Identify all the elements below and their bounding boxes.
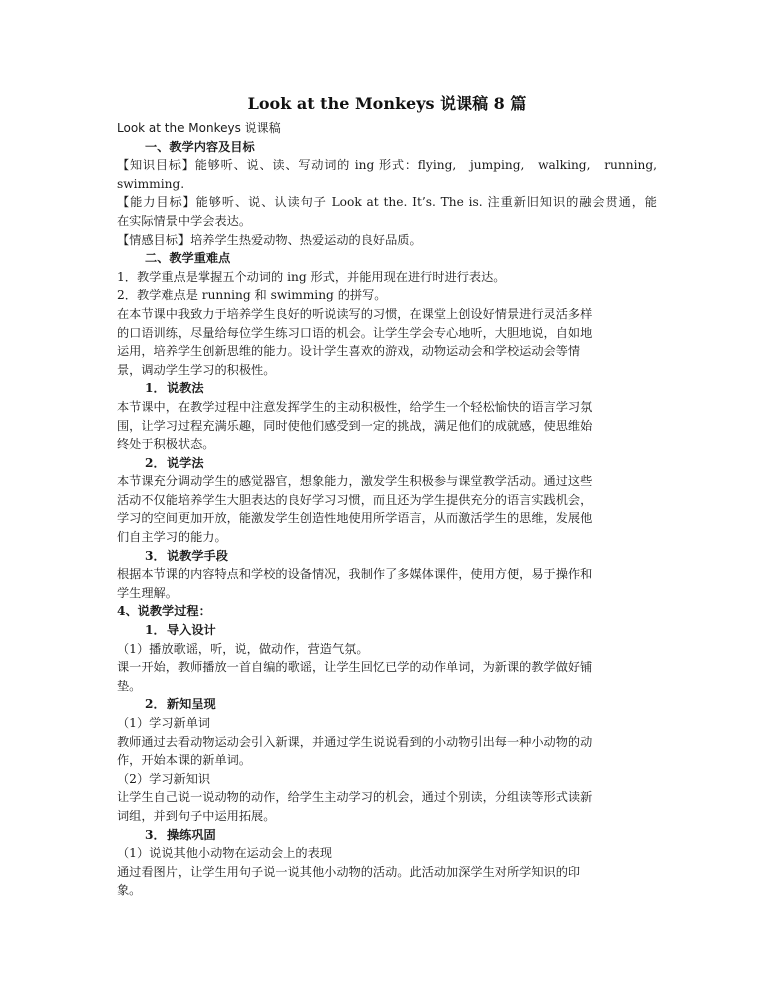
paragraph-line: 在本节课中我致力于培养学生良好的听说读写的习惯，在课堂上创设好情景进行灵活多样 bbox=[117, 306, 593, 321]
key-point: 1．教学重点是掌握五个动词的 ing 形式，并能用现在进行时进行表达。 bbox=[117, 269, 506, 284]
paragraph-line: 学生理解。 bbox=[117, 585, 178, 600]
paragraph-line: 活动不仅能培养学生大胆表达的良好学习习惯，而且还为学生提供充分的语言实践机会， bbox=[117, 492, 593, 507]
heading-text: 说教学手段 bbox=[167, 548, 228, 563]
paragraph-line: 象。 bbox=[117, 883, 142, 898]
heading-text: 导入设计 bbox=[167, 623, 216, 638]
heading-number: 1． bbox=[145, 381, 166, 396]
paragraph-line: 学习的空间更加开放，能激发学生创造性地使用所学语言，从而激活学生的思维，发展他 bbox=[117, 511, 593, 526]
heading-number: 2． bbox=[145, 455, 166, 470]
process-heading-practice bbox=[117, 826, 657, 845]
paragraph-line: 作，开始本课的新单词。 bbox=[117, 753, 252, 768]
heading-text: 操练巩固 bbox=[167, 827, 216, 842]
paragraph-line: 让学生自己说一说动物的动作，给学生主动学习的机会，通过个别读，分组读等形式读新 bbox=[117, 790, 593, 805]
section-heading-content-goals: 一、教学内容及目标 bbox=[145, 139, 255, 154]
paragraph-line: 课一开始，教师播放一首自编的歌谣，让学生回忆已学的动作单词，为新课的教学做好铺 bbox=[117, 660, 593, 675]
document-page bbox=[117, 92, 657, 900]
sub-item: （2）学习新知识 bbox=[117, 771, 211, 786]
method-heading-learning bbox=[117, 454, 657, 473]
paragraph-line: 教师通过去看动物运动会引入新课，并通过学生说说看到的小动物引出每一种小动物的动 bbox=[117, 734, 593, 749]
paragraph-line: 本节课充分调动学生的感觉器官，想象能力，激发学生积极参与课堂教学活动。通过这些 bbox=[117, 474, 593, 489]
paragraph-line: 的口语训练，尽量给每位学生练习口语的机会。让学生学会专心地听，大胆地说，自如地 bbox=[117, 325, 593, 340]
paragraph-line: 根据本节课的内容特点和学校的设备情况，我制作了多媒体课件，使用方便，易于操作和 bbox=[117, 567, 593, 582]
paragraph-line: 终处于积极状态。 bbox=[117, 437, 215, 452]
knowledge-goal-line-2: swimming. bbox=[117, 176, 185, 191]
section-heading-key-points: 二、教学重难点 bbox=[145, 251, 231, 266]
paragraph-line: 本节课中，在教学过程中注意发挥学生的主动积极性，给学生一个轻松愉快的语言学习氛 bbox=[117, 399, 593, 414]
heading-number: 3． bbox=[145, 548, 166, 563]
paragraph-line: 运用，培养学生创新思维的能力。设计学生喜欢的游戏，动物运动会和学校运动会等情 bbox=[117, 344, 581, 359]
section-heading-process: 4、说教学过程： bbox=[117, 604, 211, 619]
heading-text: 说学法 bbox=[167, 455, 204, 470]
sub-item: （1）播放歌谣，听，说，做动作，营造气氛。 bbox=[117, 641, 369, 656]
heading-text: 新知呈现 bbox=[167, 697, 216, 712]
paragraph-line: 通过看图片，让学生用句子说一说其他小动物的活动。此活动加深学生对所学知识的印 bbox=[117, 864, 581, 879]
paragraph-line: 景，调动学生学习的积极性。 bbox=[117, 362, 276, 377]
paragraph-line: 词组，并到句子中运用拓展。 bbox=[117, 808, 276, 823]
heading-number: 2． bbox=[145, 697, 166, 712]
document-subtitle: Look at the Monkeys 说课稿 bbox=[117, 121, 281, 135]
ability-goal-line-2: 在实际情景中学会表达。 bbox=[117, 213, 252, 228]
difficult-point: 2．教学难点是 running 和 swimming 的拼写。 bbox=[117, 288, 387, 303]
method-heading-means bbox=[117, 547, 657, 566]
document-title: Look at the Monkeys 说课稿 8 篇 bbox=[247, 94, 527, 113]
paragraph-line: 围，让学习过程充满乐趣，同时使他们感受到一定的挑战，满足他们的成就感，使思维始 bbox=[117, 418, 593, 433]
process-heading-intro bbox=[117, 621, 657, 640]
paragraph-line: 垫。 bbox=[117, 678, 142, 693]
sub-item: （1）说说其他小动物在运动会上的表现 bbox=[117, 846, 332, 861]
ability-goal-line-1: 【能力目标】能够听、说、认读句子 Look at the. It’s. The is. 注重新旧知识的融会贯通，能 bbox=[117, 195, 657, 210]
heading-number: 1． bbox=[145, 623, 166, 638]
knowledge-goal-line-1: 【知识目标】能够听、说、读、写动词的 ing 形式：flying, jumping, walking, running, bbox=[117, 158, 657, 173]
process-heading-new-knowledge bbox=[117, 695, 657, 714]
heading-text: 说教法 bbox=[167, 381, 204, 396]
method-heading-teaching bbox=[117, 379, 657, 398]
heading-number: 3． bbox=[145, 827, 166, 842]
sub-item: （1）学习新单词 bbox=[117, 716, 211, 730]
paragraph-line: 们自主学习的能力。 bbox=[117, 530, 227, 545]
emotion-goal: 【情感目标】培养学生热爱动物、热爱运动的良好品质。 bbox=[117, 232, 422, 247]
